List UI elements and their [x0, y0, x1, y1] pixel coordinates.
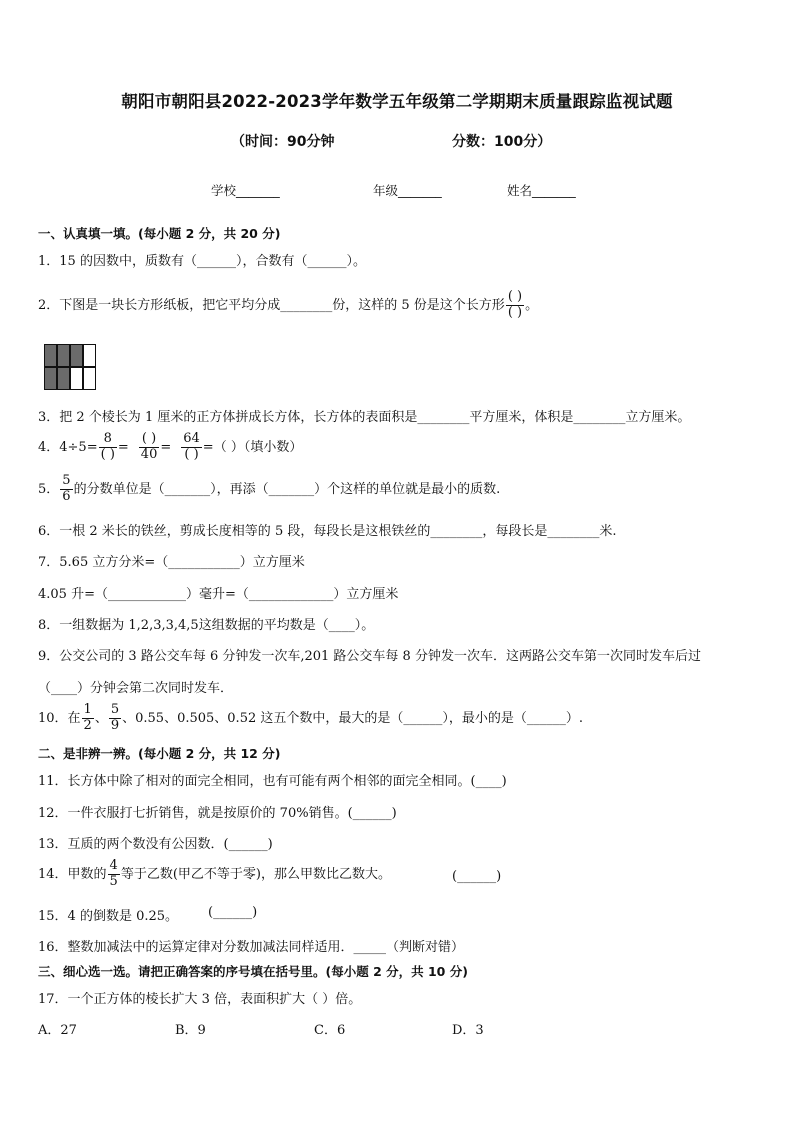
question-14 [38, 859, 391, 890]
school-field: 学校_______ [211, 183, 280, 198]
question-15-answer-blank: (______) [208, 905, 258, 920]
fraction-numerator: 8 [99, 432, 117, 448]
question-2 [38, 290, 538, 321]
question-10-text: 10．在 [38, 710, 81, 726]
question-14-answer-blank: (______) [452, 869, 502, 884]
exam-score: 分数：100分） [452, 134, 552, 150]
question-1: 1．15 的因数中，质数有（______），合数有（______）。 [38, 254, 366, 269]
grid-cell-shaded [70, 344, 83, 367]
fraction-denominator: 40 [140, 446, 158, 462]
question-7-line-2: 4.05 升=（____________）毫升=（_____________）立方厘米 [38, 587, 399, 602]
question-4-text: 4．4÷5= [38, 439, 98, 455]
fraction-numerator: 1 [83, 702, 92, 717]
grid-cell [83, 344, 96, 367]
question-10-text-end: 、0.55、0.505、0.52 这五个数中，最大的是（______），最小的是（______）. [122, 710, 583, 726]
question-14-fraction [108, 859, 120, 890]
separator: 、 [94, 710, 108, 726]
question-3: 3．把 2 个棱长为 1 厘米的正方体拼成长方体，长方体的表面积是________平方厘米，体积是________立方厘米。 [38, 410, 691, 425]
fraction-numerator: ( ) [139, 432, 160, 448]
question-6: 6．一根 2 米长的铁丝，剪成长度相等的 5 段，每段长是这根铁丝的________，每段长是________米. [38, 524, 617, 539]
question-4-end: =（ ）（填小数） [202, 439, 303, 455]
question-14-text-end: 等于乙数(甲乙不等于零)，那么甲数比乙数大。 [120, 866, 391, 882]
equals-sign: = [117, 439, 129, 455]
page-title: 朝阳市朝阳县2022-2023学年数学五年级第二学期期末质量跟踪监视试题 [121, 92, 673, 111]
question-5-number: 5． [38, 481, 60, 497]
section-heading-1: 一、认真填一填。(每小题 2 分，共 20 分) [38, 226, 281, 241]
question-13: 13．互质的两个数没有公因数．(______) [38, 837, 273, 852]
fraction-denominator: 2 [83, 717, 92, 733]
question-2-text: 2．下图是一块长方形纸板，把它平均分成________份，这样的 5 份是这个长方形 [38, 297, 505, 313]
fraction-numerator: 5 [110, 702, 120, 717]
question-5 [38, 474, 500, 505]
question-17-option-a: A．27 [38, 1023, 77, 1038]
question-2-fraction [506, 290, 524, 321]
question-10-fraction-2 [109, 703, 121, 734]
question-5-text: 的分数单位是（_______），再添（_______）个这样的单位就是最小的质数. [73, 481, 501, 497]
fraction-numerator: 64 [183, 431, 200, 446]
grid-cell-shaded [44, 367, 57, 390]
question-12: 12．一件衣服打七折销售，就是按原价的 70%销售。(______) [38, 806, 397, 821]
question-10 [38, 703, 583, 734]
grid-cell-shaded [57, 344, 70, 367]
name-field: 姓名_______ [507, 183, 576, 198]
question-16: 16．整数加减法中的运算定律对分数加减法同样适用．_____（判断对错） [38, 940, 465, 955]
grid-cell [70, 367, 83, 390]
question-17-option-d: D．3 [452, 1023, 484, 1038]
fraction-denominator: 6 [62, 488, 71, 504]
rectangle-figure [44, 344, 96, 390]
question-9-line-1: 9．公交公司的 3 路公交车每 6 分钟发一次车,201 路公交车每 8 分钟发一次车．这两路公交车第一次同时发车后过 [38, 649, 701, 664]
fraction-numerator: 4 [109, 858, 118, 873]
fraction-denominator: ( ) [507, 304, 523, 320]
fraction-denominator: 5 [109, 873, 118, 889]
question-17: 17．一个正方体的棱长扩大 3 倍，表面积扩大（ ）倍。 [38, 992, 362, 1007]
question-17-option-b: B．9 [175, 1023, 206, 1038]
fraction-numerator: 5 [62, 473, 71, 488]
question-17-option-c: C．6 [314, 1023, 346, 1038]
fraction-denominator: ( ) [100, 446, 115, 462]
question-14-text: 14．甲数的 [38, 866, 107, 882]
question-5-fraction [60, 474, 72, 505]
grid-cell [83, 367, 96, 390]
question-10-fraction-1 [82, 703, 94, 734]
question-8: 8．一组数据为 1,2,3,3,4,5这组数据的平均数是（____）。 [38, 618, 375, 633]
grade-field: 年级_______ [373, 183, 442, 198]
fraction-denominator: ( ) [184, 446, 199, 462]
fraction-denominator: 9 [110, 717, 120, 733]
question-9-line-2: （____）分钟会第二次同时发车． [38, 681, 234, 696]
question-11: 11．长方体中除了相对的面完全相同，也有可能有两个相邻的面完全相同。(____) [38, 774, 507, 789]
question-15: 15．4 的倒数是 0.25。 [38, 909, 179, 924]
exam-time: （时间：90分钟 [231, 134, 335, 150]
section-heading-3: 三、细心选一选。请把正确答案的序号填在括号里。(每小题 2 分，共 10 分) [38, 964, 468, 979]
equals-sign: = [160, 439, 172, 455]
question-4 [38, 432, 302, 463]
question-7-line-1: 7．5.65 立方分米=（___________）立方厘米 [38, 555, 305, 570]
question-4-fraction-1 [99, 432, 117, 463]
grid-cell-shaded [57, 367, 70, 390]
section-heading-2: 二、是非辨一辨。(每小题 2 分，共 12 分) [38, 746, 281, 761]
fraction-numerator: ( ) [507, 289, 523, 304]
question-2-end: 。 [525, 297, 539, 313]
grid-cell-shaded [44, 344, 57, 367]
question-4-fraction-2 [139, 432, 160, 463]
question-4-fraction-3 [181, 432, 202, 463]
